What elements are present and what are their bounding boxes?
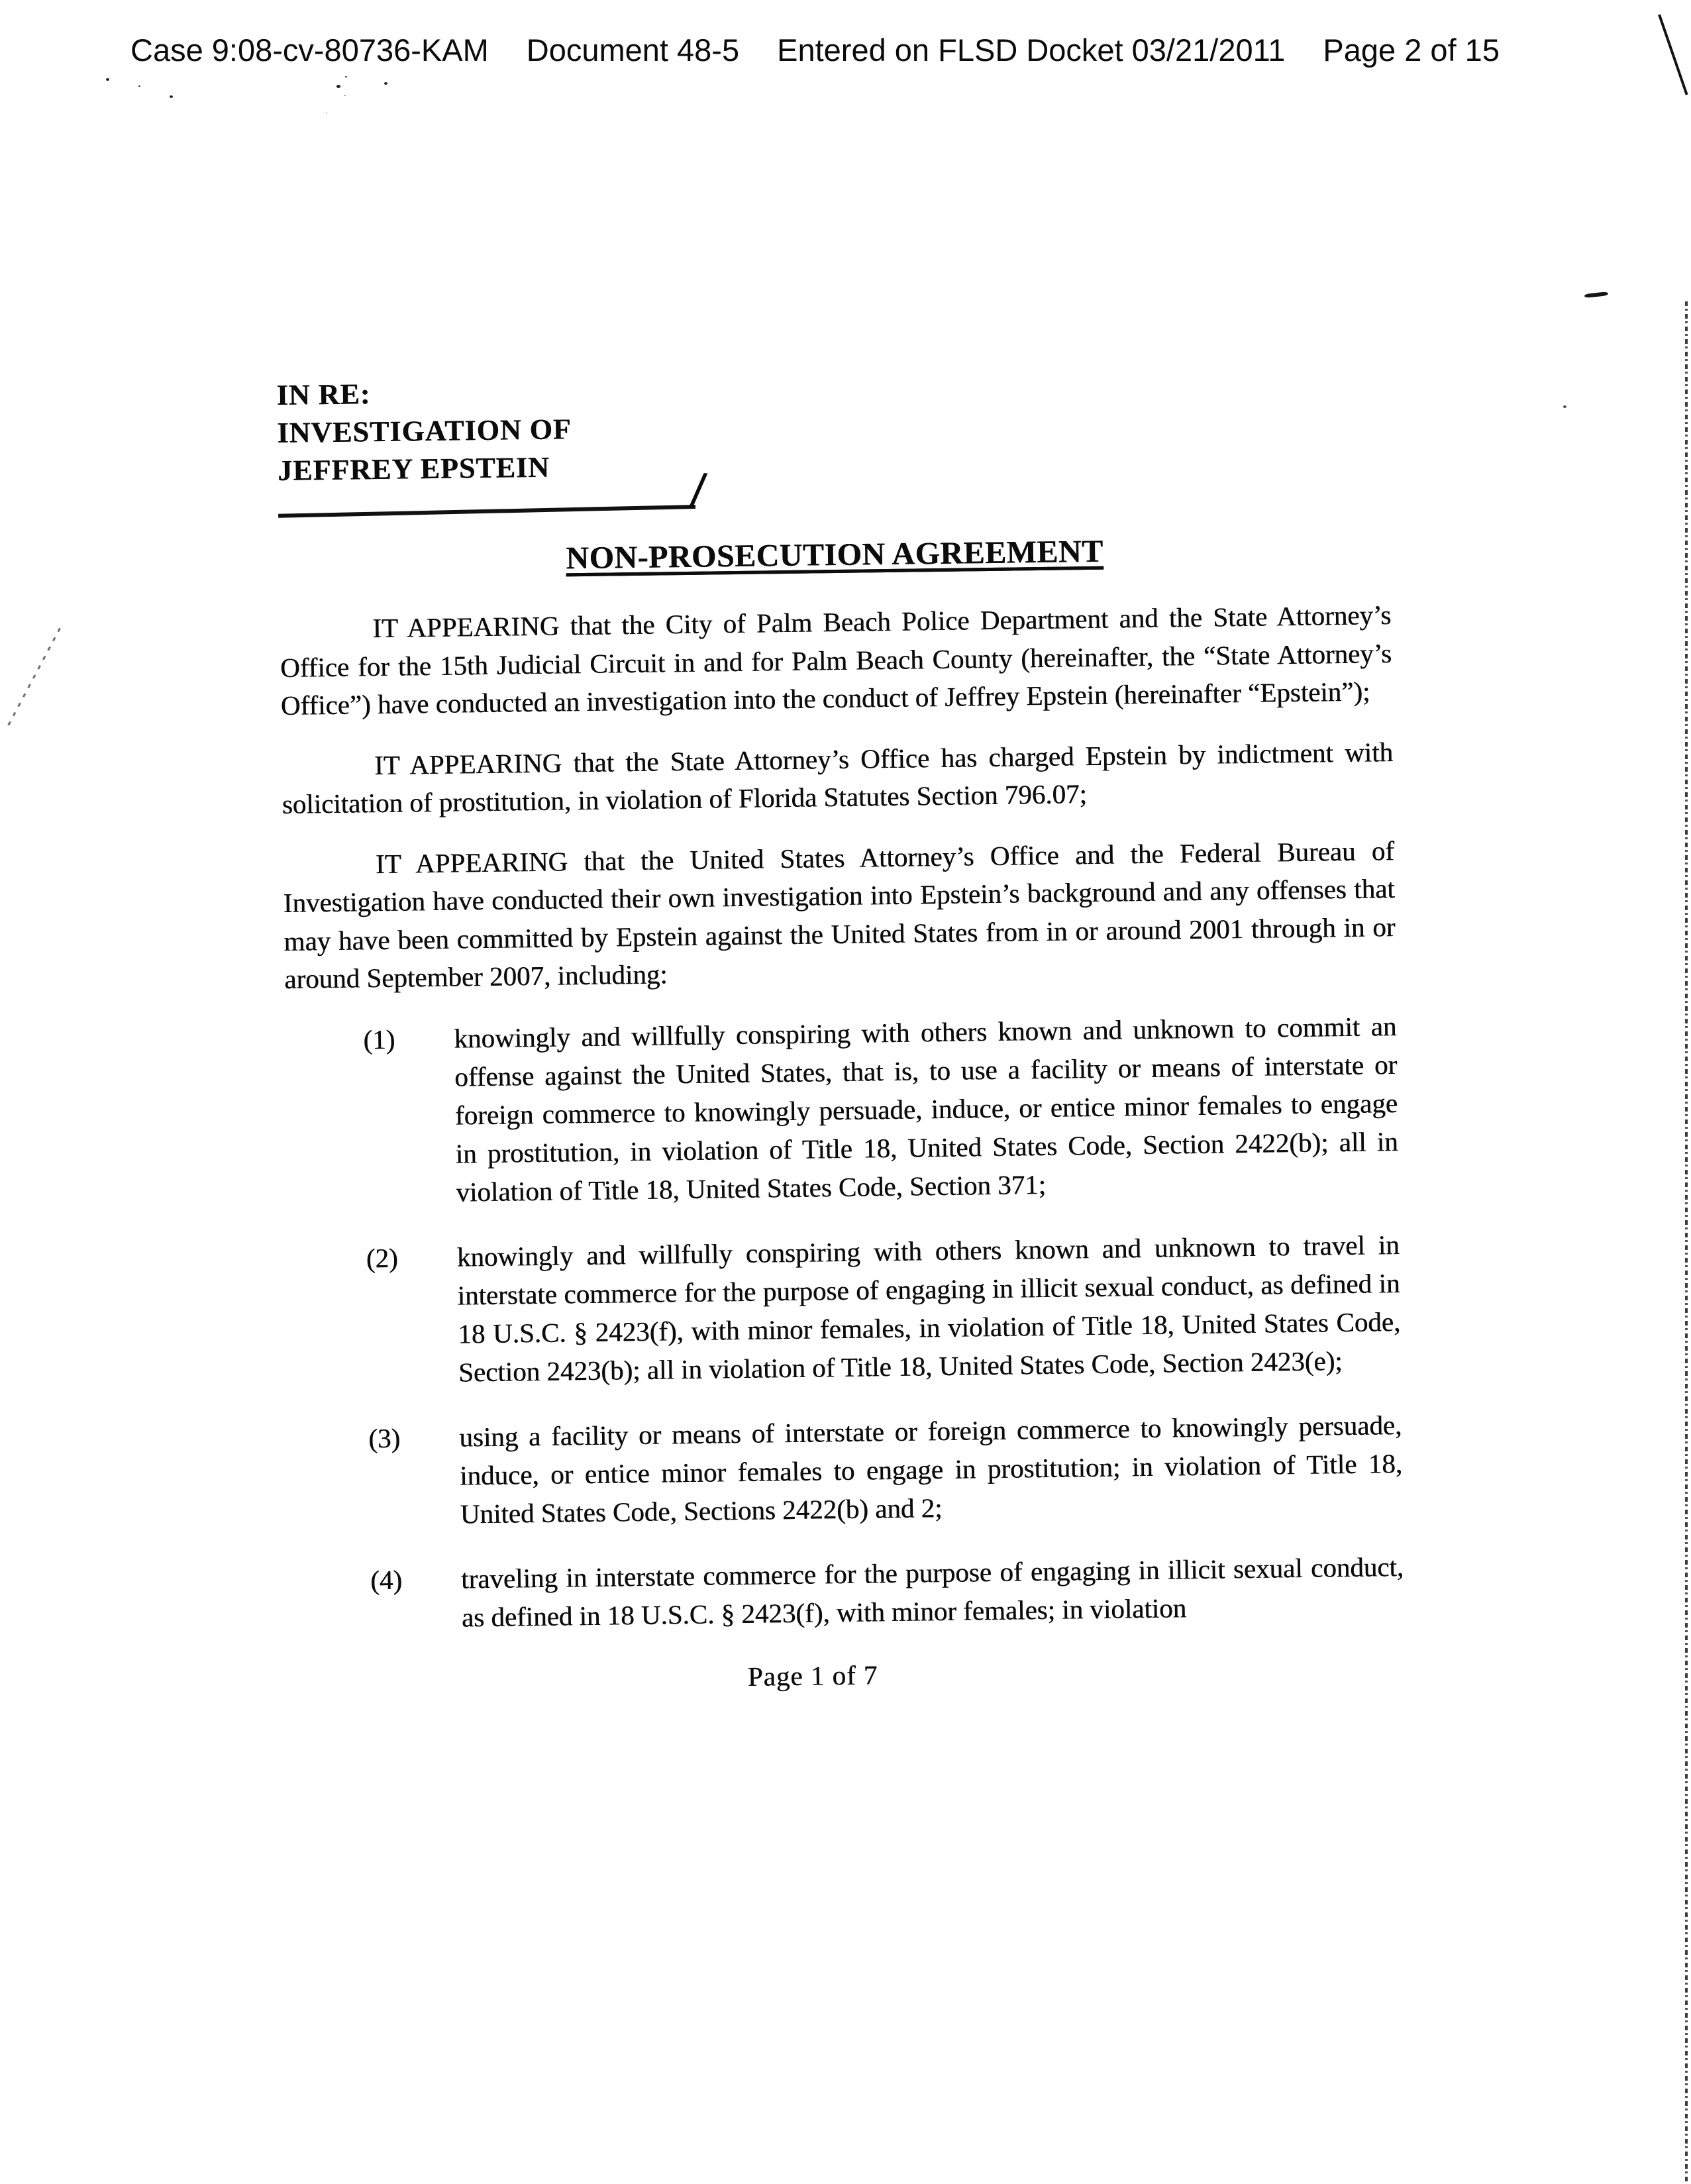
list-item-2-number: (2) — [366, 1242, 398, 1273]
case-caption — [276, 362, 1389, 490]
list-item-3-text: using a facility or means of interstate or foreign commerce to knowingly persuade, induce, or entice minor females to engage in prostitution; in violation of Title 18, United States Code, Sections 2422(b) and 2; — [459, 1409, 1403, 1530]
scan-artifact-corner-line — [1658, 14, 1688, 95]
header-page-number: Page 2 of 15 — [1323, 32, 1500, 68]
case-number: Case 9:08-cv-80736-KAM — [130, 32, 489, 68]
paragraph-it-appearing-3: IT APPEARING that the United States Attorney’s Office and the Federal Bureau of Investigation have conducted their own investigation into Epstein’s background and any offenses that may have been committed by Epstein against the United States from in or around 2001 through in or around September 2007, including: — [283, 835, 1396, 994]
list-item-3 — [290, 1405, 1403, 1535]
caption-line-in-re: IN RE: — [276, 378, 371, 412]
list-item-3-number: (3) — [368, 1422, 401, 1453]
document-title — [279, 529, 1391, 580]
docket-entry-text: Entered on FLSD Docket 03/21/2011 — [777, 32, 1286, 68]
list-item-4-number: (4) — [370, 1564, 403, 1595]
scan-artifact-right-edge-noise — [1685, 301, 1688, 2184]
list-item-1 — [285, 1007, 1399, 1214]
body-text — [280, 596, 1405, 1698]
caption-line-investigation-of: INVESTIGATION OF — [277, 413, 572, 450]
list-item-4-text: traveling in interstate commerce for the purpose of engaging in illicit sexual conduct, as defined in 18 U.S.C. § 2423(f), with minor females; in violation — [460, 1551, 1404, 1633]
document-title-text: NON-PROSECUTION AGREEMENT — [565, 533, 1103, 576]
caption-slash: / — [689, 459, 708, 519]
paragraph-it-appearing-2: IT APPEARING that the State Attorney’s Office has charged Epstein by indictment with solicitation of prostitution, in violation of Florida Statutes Section 796.07; — [282, 736, 1394, 819]
scan-artifact-specks — [1563, 405, 1566, 408]
list-item-4 — [292, 1547, 1404, 1638]
scan-artifact-left-scratch — [5, 628, 61, 731]
list-item-2 — [287, 1225, 1401, 1393]
scan-artifact-specks — [106, 78, 109, 81]
caption-line-jeffrey-epstein: JEFFREY EPSTEIN — [277, 450, 550, 488]
paragraph-it-appearing-1: IT APPEARING that the City of Palm Beach Police Department and the State Attorney’s Office for the 15th Judicial Circuit in and for Palm Beach County (hereinafter, the “State Attorney’s Office”) have conducted an investigation into the conduct of Jeffrey Epstein (hereinafter “Epstein”); — [280, 599, 1392, 721]
document-body — [272, 0, 1405, 1698]
list-item-2-text: knowingly and willfully conspiring with others known and unknown to travel in interstate commerce for the purpose of engaging in illicit sexual conduct, as defined in 18 U.S.C. § 2423(f), with minor females, in violation of Title 18, United States Code, Section 2423(b); all in violation of Title 18, United States Code, Section 2423(e); — [456, 1229, 1401, 1388]
page-footer: Page 1 of 7 — [747, 1659, 878, 1692]
scan-artifact-tilde-mark — [1584, 291, 1608, 298]
list-item-1-number: (1) — [363, 1023, 395, 1055]
document-number: Document 48-5 — [526, 32, 740, 68]
list-item-1-text: knowingly and willfully conspiring with others known and unknown to commit an offense against the United States, that is, to use a facility or means of interstate or foreign commerce to knowingly persuade, induce, or entice minor females to engage in prostitution, in violation of Title 18, United States Code, Section 2422(b); all in violation of Title 18, United States Code, Section 371; — [454, 1010, 1398, 1208]
